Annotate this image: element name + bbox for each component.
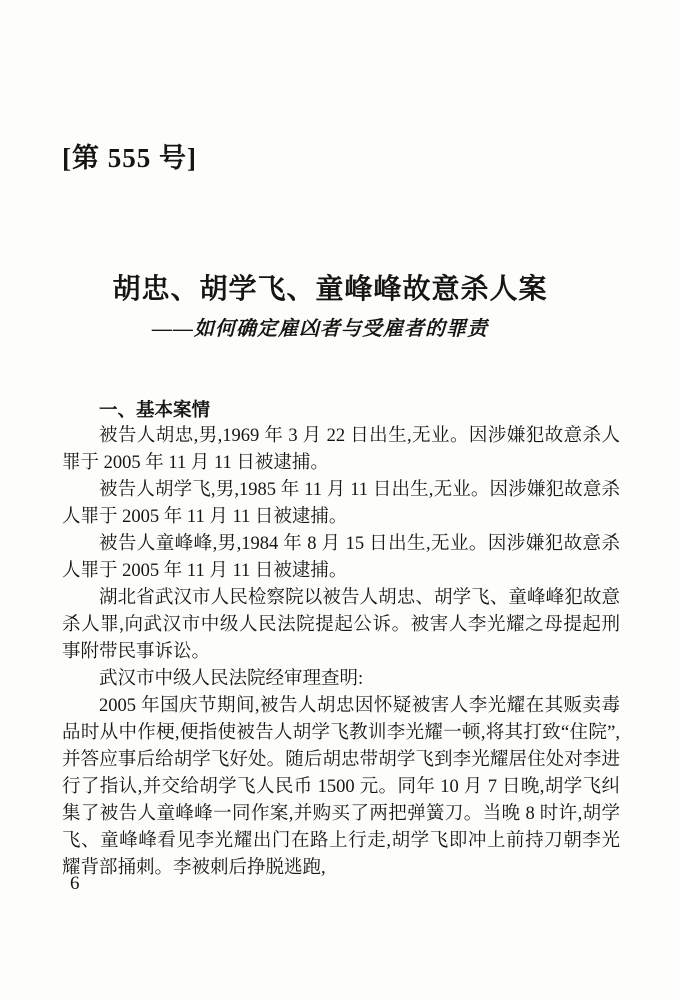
paragraph-case-facts: 2005 年国庆节期间,被告人胡忠因怀疑被害人李光耀在其贩卖毒品时从中作梗,便指使被告人胡学飞教训李光耀一顿,将其打致“住院”,并答应事后给胡学飞好处。随后胡忠带胡学飞到李光耀居住处对李进行了指认,并交给胡学飞人民币 1500 元。同年 10 月 7 日晚,胡学飞纠集了被告人童峰峰一同作案,并购买了两把弹簧刀。当晚 8 时许,胡学飞、童峰峰看见李光耀出门在路上行走,胡学飞即冲上前持刀朝李光耀背部捅刺。李被刺后挣脱逃跑,: [62, 696, 620, 878]
case-title: 胡忠、胡学飞、童峰峰故意杀人案: [112, 273, 548, 304]
case-body: [62, 396, 620, 882]
case-number: [第 555 号]: [62, 143, 197, 173]
paragraph-defendant-huzhong: 被告人胡忠,男,1969 年 3 月 22 日出生,无业。因涉嫌犯故意杀人罪于 2005 年 11 月 11 日被逮捕。: [62, 426, 620, 473]
page-number: 6: [70, 873, 80, 894]
paragraph-defendant-tongfengfeng: 被告人童峰峰,男,1984 年 8 月 15 日出生,无业。因涉嫌犯故意杀人罪于 2005 年 11 月 11 日被逮捕。: [62, 534, 620, 581]
paragraph-defendant-huxuefei: 被告人胡学飞,男,1985 年 11 月 11 日出生,无业。因涉嫌犯故意杀人罪于 2005 年 11 月 11 日被逮捕。: [62, 480, 620, 527]
paragraph-prosecution: 湖北省武汉市人民检察院以被告人胡忠、胡学飞、童峰峰犯故意杀人罪,向武汉市中级人民法院提起公诉。被害人李光耀之母提起刑事附带民事诉讼。: [62, 588, 620, 662]
section-heading: 一、基本案情: [99, 399, 211, 420]
case-subtitle: ——如何确定雇凶者与受雇者的罪责: [152, 318, 488, 340]
paragraph-court-finding-intro: 武汉市中级人民法院经审理查明:: [99, 669, 364, 689]
